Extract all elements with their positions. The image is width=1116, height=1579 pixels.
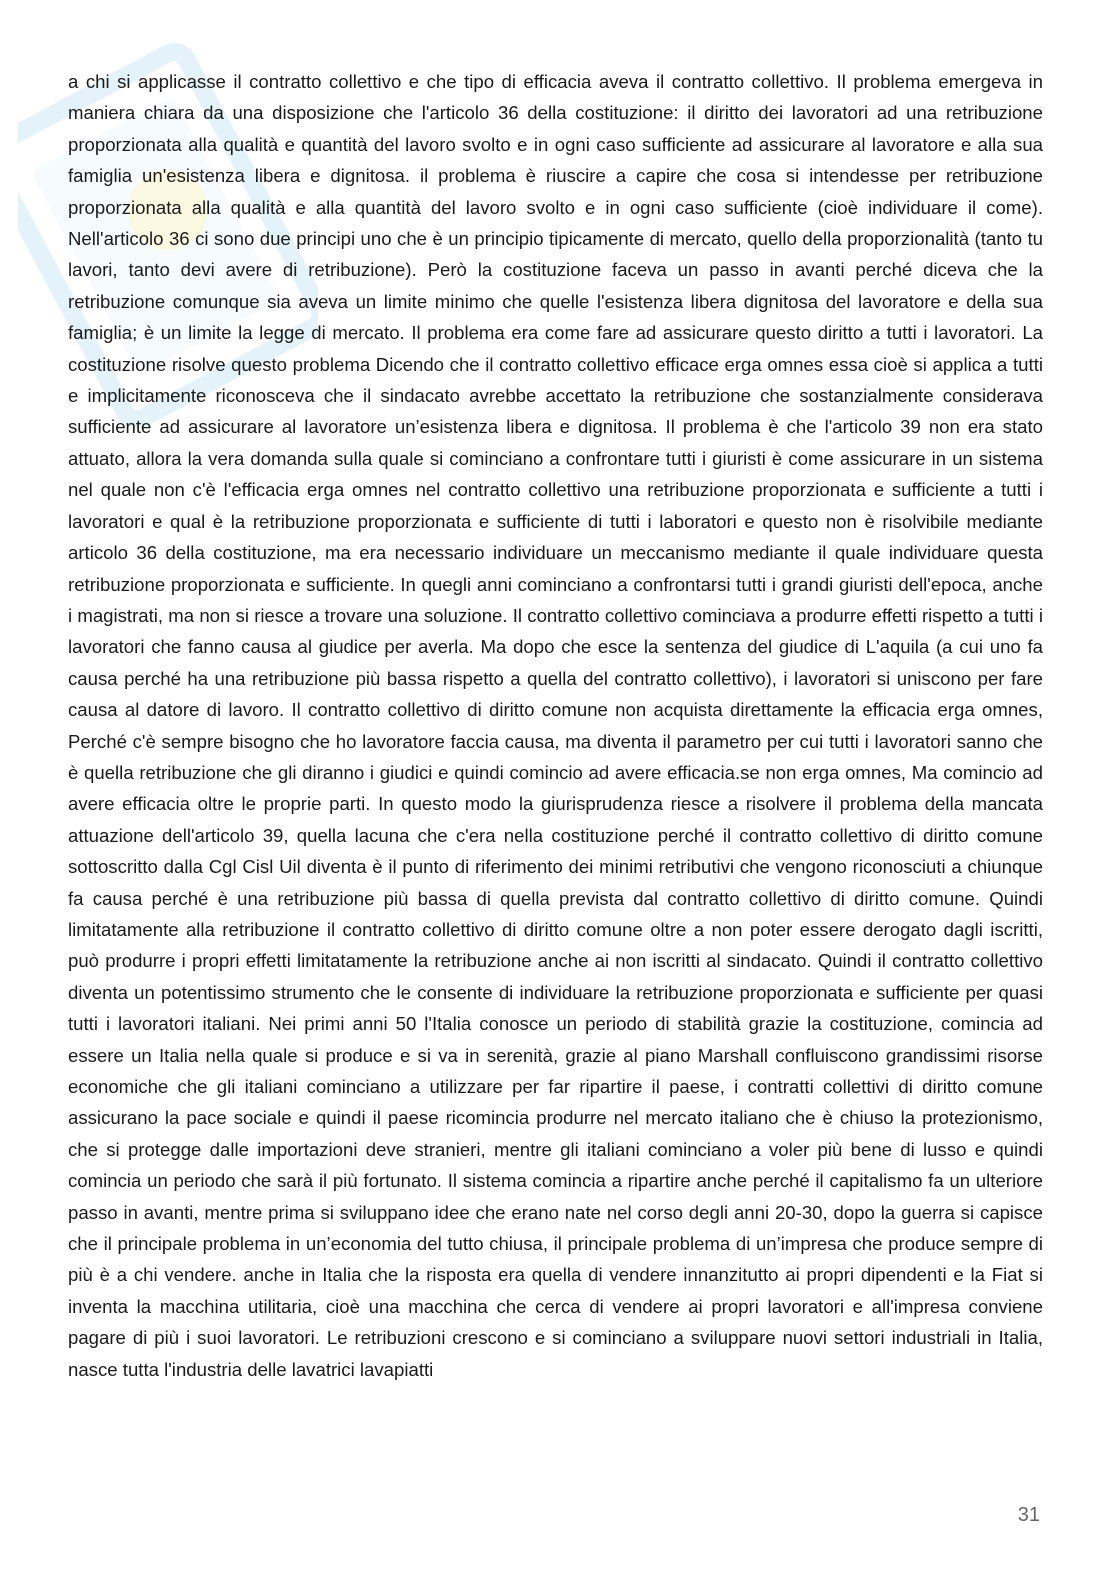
body-paragraph: a chi si applicasse il contratto collettivo e che tipo di efficacia aveva il contratto collettivo. Il problema emergeva in maniera chiara da una disposizione che l'articolo 36 della costituzione: il diritto dei lavoratori ad una retribuzione proporzionata alla qualità e quantità del lavoro svolto e in ogni caso sufficiente ad assicurare al lavoratore e alla sua famiglia un'esistenza libera e dignitosa. il problema è riuscire a capire che cosa si intendesse per retribuzione proporzionata alla qualità e alla quantità del lavoro svolto e in ogni caso sufficiente (cioè individuare il come). Nell'articolo 36 ci sono due principi uno che è un principio tipicamente di mercato, quello della proporzionalità (tanto tu lavori, tanto devi avere di retribuzione). Però la costituzione faceva un passo in avanti perché diceva che la retribuzione comunque sia aveva un limite minimo che quelle l'esistenza libera dignitosa del lavoratore e della sua famiglia; è un limite la legge di mercato. Il problema era come fare ad assicurare questo diritto a tutti i lavoratori. La costituzione risolve questo problema Dicendo che il contratto collettivo efficace erga omnes essa cioè si applica a tutti e implicitamente riconosceva che il sindacato avrebbe accettato la retribuzione che sostanzialmente considerava sufficiente ad assicurare al lavoratore un’esistenza libera e dignitosa. Il problema è che l'articolo 39 non era stato attuato, allora la vera domanda sulla quale si cominciano a confrontare tutti i giuristi è come assicurare in un sistema nel quale non c'è l'efficacia erga omnes nel contratto collettivo una retribuzione proporzionata e sufficiente a tutti i lavoratori e qual è la retribuzione proporzionata e sufficiente di tutti i laboratori e questo non è risolvibile mediante articolo 36 della costituzione, ma era necessario individuare un meccanismo mediante il quale individuare questa retribuzione proporzionata e sufficiente. In quegli anni cominciano a confrontarsi tutti i grandi giuristi dell'epoca, anche i magistrati, ma non si riesce a trovare una soluzione. Il contratto collettivo cominciava a produrre effetti rispetto a tutti i lavoratori che fanno causa al giudice per averla. Ma dopo che esce la sentenza del giudice di L'aquila (a cui uno fa causa perché ha una retribuzione più bassa rispetto a quella del contratto collettivo), i lavoratori si uniscono per fare causa al datore di lavoro. Il contratto collettivo di diritto comune non acquista direttamente la efficacia erga omnes, Perché c'è sempre bisogno che ho lavoratore faccia causa, ma diventa il parametro per cui tutti i lavoratori sanno che è quella retribuzione che gli diranno i giudici e quindi comincio ad avere efficacia.se non erga omnes, Ma comincio ad avere efficacia oltre le proprie parti. In questo modo la giurisprudenza riesce a risolvere il problema della mancata attuazione dell'articolo 39, quella lacuna che c'era nella costituzione perché il contratto collettivo di diritto comune sottoscritto dalla Cgl Cisl Uil diventa è il punto di riferimento dei minimi retributivi che vengono riconosciuti a chiunque fa causa perché è una retribuzione più bassa di quella prevista dal contratto collettivo di diritto comune. Quindi limitatamente alla retribuzione il contratto collettivo di diritto comune oltre a non poter essere derogato dagli iscritti, può produrre i propri effetti limitatamente la retribuzione anche ai non iscritti al sindacato. Quindi il contratto collettivo diventa un potentissimo strumento che le consente di individuare la retribuzione proporzionata e sufficiente per quasi tutti i lavoratori italiani. Nei primi anni 50 l'Italia conosce un periodo di stabilità grazie la costituzione, comincia ad essere un Italia nella quale si produce e si va in serenità, grazie al piano Marshall confluiscono grandissimi risorse economiche che gli italiani cominciano a utilizzare per far ripartire il paese, i contratti collettivi di diritto comune assicurano la pace sociale e quindi il paese ricomincia produrre nel mercato italiano che è chiuso la protezionismo, che si protegge dalle importazioni deve stranieri, mentre gli italiani cominciano a voler più bene di lusso e quindi comincia un periodo che sarà il più fortunato. Il sistema comincia a ripartire anche perché il capitalismo fa un ulteriore passo in avanti, mentre prima si sviluppano idee che erano nate nel corso degli anni 20-30, dopo la guerra si capisce che il principale problema in un’economia del tutto chiusa, il principale problema di un’impresa che produce sempre di più è a chi vendere. anche in Italia che la risposta era quella di vendere innanzitutto ai propri dipendenti e la Fiat si inventa la macchina utilitaria, cioè una macchina che cerca di vendere ai propri lavoratori e all'impresa conviene pagare di più i suoi lavoratori. Le retribuzioni crescono e si cominciano a sviluppare nuovi settori industriali in Italia, nasce tutta l'industria delle lavatrici lavapiatti xyxy=(68,71,1043,1380)
page-number: 31 xyxy=(1017,1504,1040,1526)
